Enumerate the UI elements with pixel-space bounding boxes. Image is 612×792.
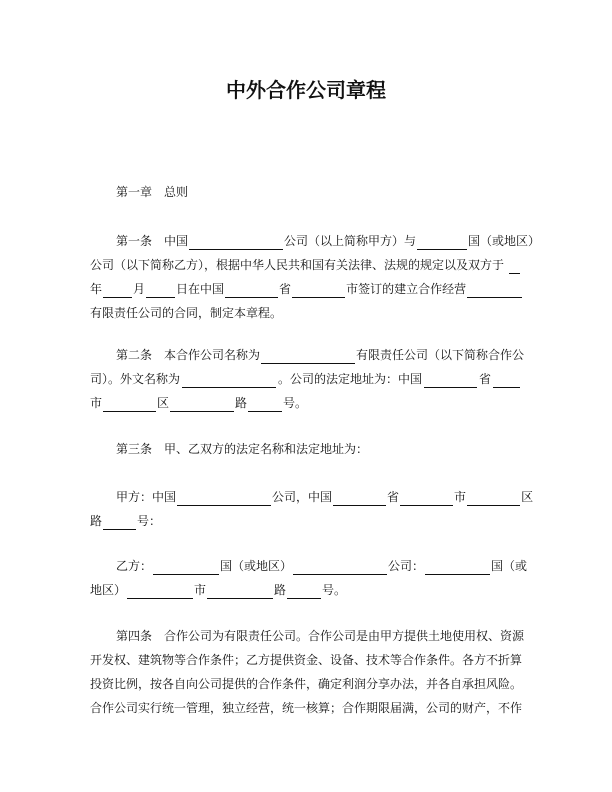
blank-field [467, 492, 520, 506]
text: 开发权、建筑物等合作条件；乙方提供资金、设备、技术等合作条件。各方不折算 [90, 653, 523, 667]
article-2-line-2 [90, 370, 521, 388]
blank-field [287, 585, 321, 599]
blank-field [146, 284, 175, 298]
blank-field [177, 492, 271, 506]
text: 甲方：中国 [116, 490, 177, 504]
chapter-text: 第一章 总则 [116, 185, 189, 199]
party-b-line-1 [116, 557, 528, 575]
text: 有限责任公司的合同，制定本章程。 [90, 306, 283, 320]
text: 号。 [322, 583, 347, 597]
text: 合作公司实行统一管理，独立经营，统一核算；合作期限届满，公司的财产，不作 [90, 701, 523, 715]
text: 第三条 甲、乙双方的法定名称和法定地址为： [116, 442, 369, 456]
text: 第二条 本合作公司名称为 [116, 348, 261, 362]
text: 区 [521, 490, 534, 504]
text: 国（或地区） [468, 234, 541, 248]
text: 路 [274, 583, 287, 597]
text: 第一条 中国 [116, 234, 189, 248]
article-1-line-2 [90, 256, 521, 274]
text: 第四条 合作公司为有限责任公司。合作公司是由甲方提供土地使用权、资源 [116, 629, 525, 643]
text: 号。 [283, 396, 308, 410]
blank-field [103, 398, 156, 412]
party-a-line-1 [116, 488, 534, 506]
party-a-line-2 [90, 512, 521, 530]
text: 号： [137, 514, 162, 528]
article-2-line-3 [90, 394, 521, 412]
article-3-heading [116, 440, 521, 458]
document-title: 中外合作公司章程 [226, 78, 386, 102]
blank-field [424, 374, 477, 388]
article-2-line-1 [116, 346, 525, 364]
blank-field [493, 374, 520, 388]
text: 。公司的法定地址为：中国 [277, 372, 422, 386]
blank-field [261, 350, 355, 364]
text: 月 [133, 282, 146, 296]
text: 国（或地区） [220, 559, 293, 573]
text: 乙方： [116, 559, 153, 573]
text: 路 [235, 396, 248, 410]
article-4-line-4 [90, 699, 521, 717]
blank-field [509, 260, 520, 274]
blank-field [248, 398, 282, 412]
text: 省 [387, 490, 400, 504]
blank-field [417, 236, 467, 250]
text: 年 [90, 282, 103, 296]
text: 路 [90, 514, 103, 528]
text: 国（或 [491, 559, 528, 573]
text: 公司： [388, 559, 425, 573]
text: 日在中国 [176, 282, 225, 296]
text: 省 [478, 372, 491, 386]
blank-field [333, 492, 386, 506]
blank-field [189, 236, 283, 250]
article-1-line-1 [116, 232, 541, 250]
article-4-line-2 [90, 651, 521, 669]
blank-field [292, 284, 345, 298]
article-1-line-3 [90, 280, 521, 298]
article-4-line-1 [116, 627, 525, 645]
blank-field [293, 561, 387, 575]
text: 地区） [90, 583, 127, 597]
text: 市 [194, 583, 207, 597]
text: 公司，中国 [272, 490, 333, 504]
blank-field [170, 398, 234, 412]
text: 公司（以下简称乙方），根据中华人民共和国有关法律、法规的规定以及双方于 [90, 258, 505, 272]
chapter-heading [116, 183, 521, 201]
blank-field [207, 585, 273, 599]
blank-field [425, 561, 490, 575]
blank-field [153, 561, 219, 575]
text: 区 [157, 396, 170, 410]
text: 市 [90, 396, 103, 410]
blank-field [400, 492, 453, 506]
text: 市 [454, 490, 467, 504]
party-b-line-2 [90, 581, 521, 599]
text: 市签订的建立合作经营 [346, 282, 467, 296]
text: 省 [279, 282, 292, 296]
blank-field [182, 374, 276, 388]
article-1-line-4 [90, 304, 521, 322]
blank-field [467, 284, 522, 298]
article-4-line-3 [90, 675, 521, 693]
text: 有限责任公司（以下简称合作公 [356, 348, 525, 362]
blank-field [225, 284, 278, 298]
blank-field [103, 516, 136, 530]
text: 公司（以上简称甲方）与 [284, 234, 417, 248]
text: 司）。外文名称为 [90, 372, 181, 386]
blank-field [103, 284, 132, 298]
text: 投资比例，按各自向公司提供的合作条件，确定利润分享办法，并各自承担风险。 [90, 677, 523, 691]
blank-field [127, 585, 193, 599]
